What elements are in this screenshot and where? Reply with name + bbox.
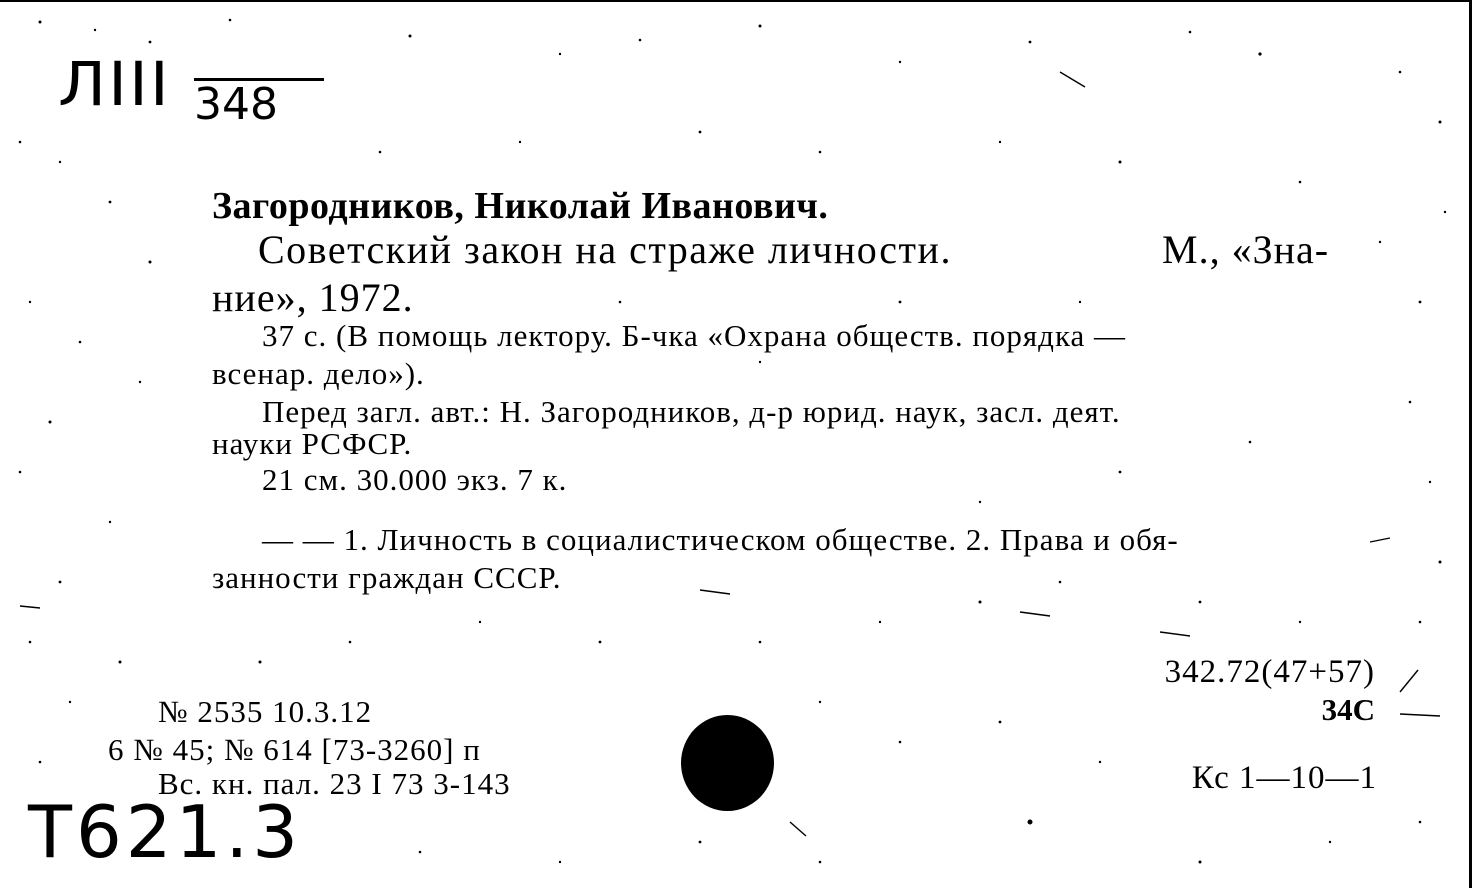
shelf-number: 348 [194,78,324,129]
author-statement: Перед загл. авт.: Н. Загородников, д-р юрид. наук, засл. деят. [262,394,1121,429]
pages-series: 37 с. (В помощь лектору. Б-чка «Охрана обществ. порядка — [262,318,1127,353]
udc-index: 342.72(47+57) [1164,654,1375,690]
size-print-run: 21 см. 30.000 экз. 7 к. [262,462,568,497]
book-chamber-info: Вс. кн. пал. 23 I 73 3-143 [158,766,511,801]
author-sign: 34С [1321,692,1375,727]
title-line-2: ние», 1972. [212,275,414,320]
kc-code: Кс 1—10—1 [1191,760,1377,796]
record-number: № 2535 10.3.12 [158,694,373,729]
subjects: — — 1. Личность в социалистическом обществе. 2. Права и обя- [262,522,1179,557]
shelf-mark: ЛIII [58,49,171,121]
pages-series-cont: всенар. дело»). [212,356,425,391]
author-statement-cont: науки РСФСР. [212,426,413,461]
record-number-2: 6 № 45; № 614 [73-3260] п [108,732,481,767]
call-number: Т621.3 [28,790,303,874]
card-punch-hole [681,715,774,811]
title-line-1: Советский закон на страже личности. [258,227,952,272]
subjects-cont: занности граждан СССР. [212,560,562,595]
publisher: М., «Зна- [1162,227,1330,272]
author-heading: Загородников, Николай Иванович. [212,185,829,227]
